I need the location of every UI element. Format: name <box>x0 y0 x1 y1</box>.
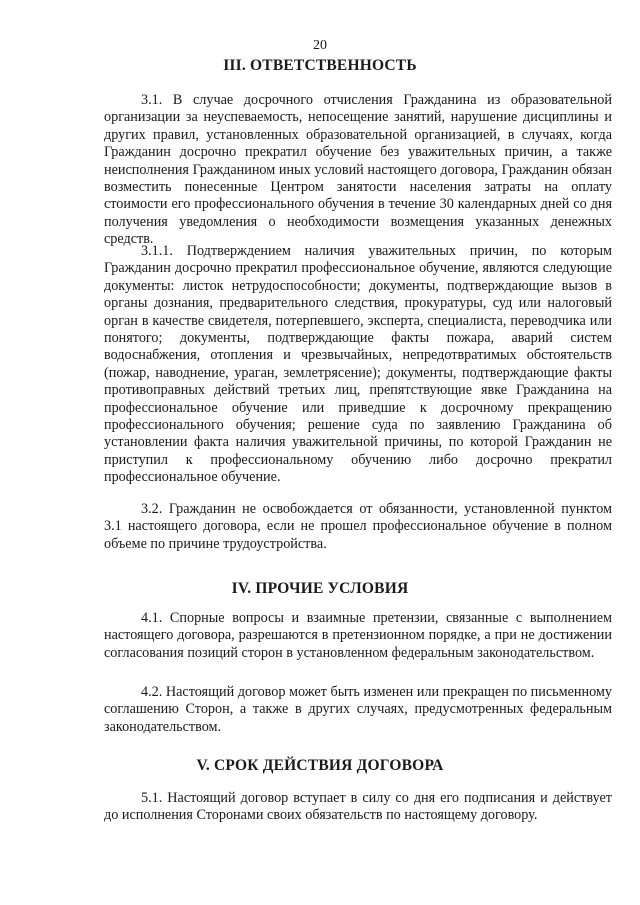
paragraph-4-2: 4.2. Настоящий договор может быть изменен или прекращен по письменному соглашению Сторон, а также в других случаях, предусмотренных федеральным законодательством. <box>104 684 612 735</box>
paragraph-5-1: 5.1. Настоящий договор вступает в силу со дня его подписания и действует до исполнения Сторонами своих обязательств по настоящему договору. <box>104 790 612 824</box>
paragraph-3-1-1: 3.1.1. Подтверждением наличия уважительных причин, по которым Гражданин досрочно прекратил профессиональное обучение, являются следующие документы: листок нетрудоспособности; документы, подтверждающие вызов в органы дознания, предварительного следствия, прокуратуры, суд или налоговый орган в качестве свидетеля, потерпевшего, эксперта, специалиста, переводчика или понятого; документы, подтверждающие факты пожара, аварий систем водоснабжения, отопления и чрезвычайных, непредотвратимых обстоятельств (пожар, наводнение, ураган, землетрясение); документы, подтверждающие факты противоправных действий третьих лиц, препятствующие явке Гражданина на профессиональное обучение или приведшие к досрочному прекращению профессионального обучения; решение суда по заявлению Гражданина об установлении факта наличия уважительной причины, по которой Гражданин не приступил к профессиональному обучению либо досрочно прекратил профессиональное обучение. <box>104 243 612 486</box>
section-heading-liability: III. ОТВЕТСТВЕННОСТЬ <box>223 57 417 74</box>
paragraph-3-1: 3.1. В случае досрочного отчисления Гражданина из образовательной организации за неуспеваемость, непосещение занятий, нарушение дисциплины и других правил, установленных образовательной организацией, в случаях, когда Гражданин досрочно прекратил обучение без уважительных причин, а также неисполнения Гражданином иных условий настоящего договора, Гражданин обязан возместить понесенные Центром занятости населения затраты на оплату стоимости его профессионального обучения в течение 30 календарных дней со дня получения уведомления о необходимости возмещения указанных денежных средств. <box>104 92 612 248</box>
paragraph-3-2: 3.2. Гражданин не освобождается от обязанности, установленной пунктом 3.1 настоящего договора, если не прошел профессиональное обучение в полном объеме по причине трудоустройства. <box>104 501 612 552</box>
section-heading-contract-term: V. СРОК ДЕЙСТВИЯ ДОГОВОРА <box>196 757 444 774</box>
paragraph-4-1: 4.1. Спорные вопросы и взаимные претензии, связанные с выполнением настоящего договора, разрешаются в претензионном порядке, а при не достижении согласования позиций сторон в установленном федеральным законодательством. <box>104 610 612 661</box>
section-heading-other-terms: IV. ПРОЧИЕ УСЛОВИЯ <box>231 580 409 597</box>
page-number: 20 <box>313 38 327 53</box>
